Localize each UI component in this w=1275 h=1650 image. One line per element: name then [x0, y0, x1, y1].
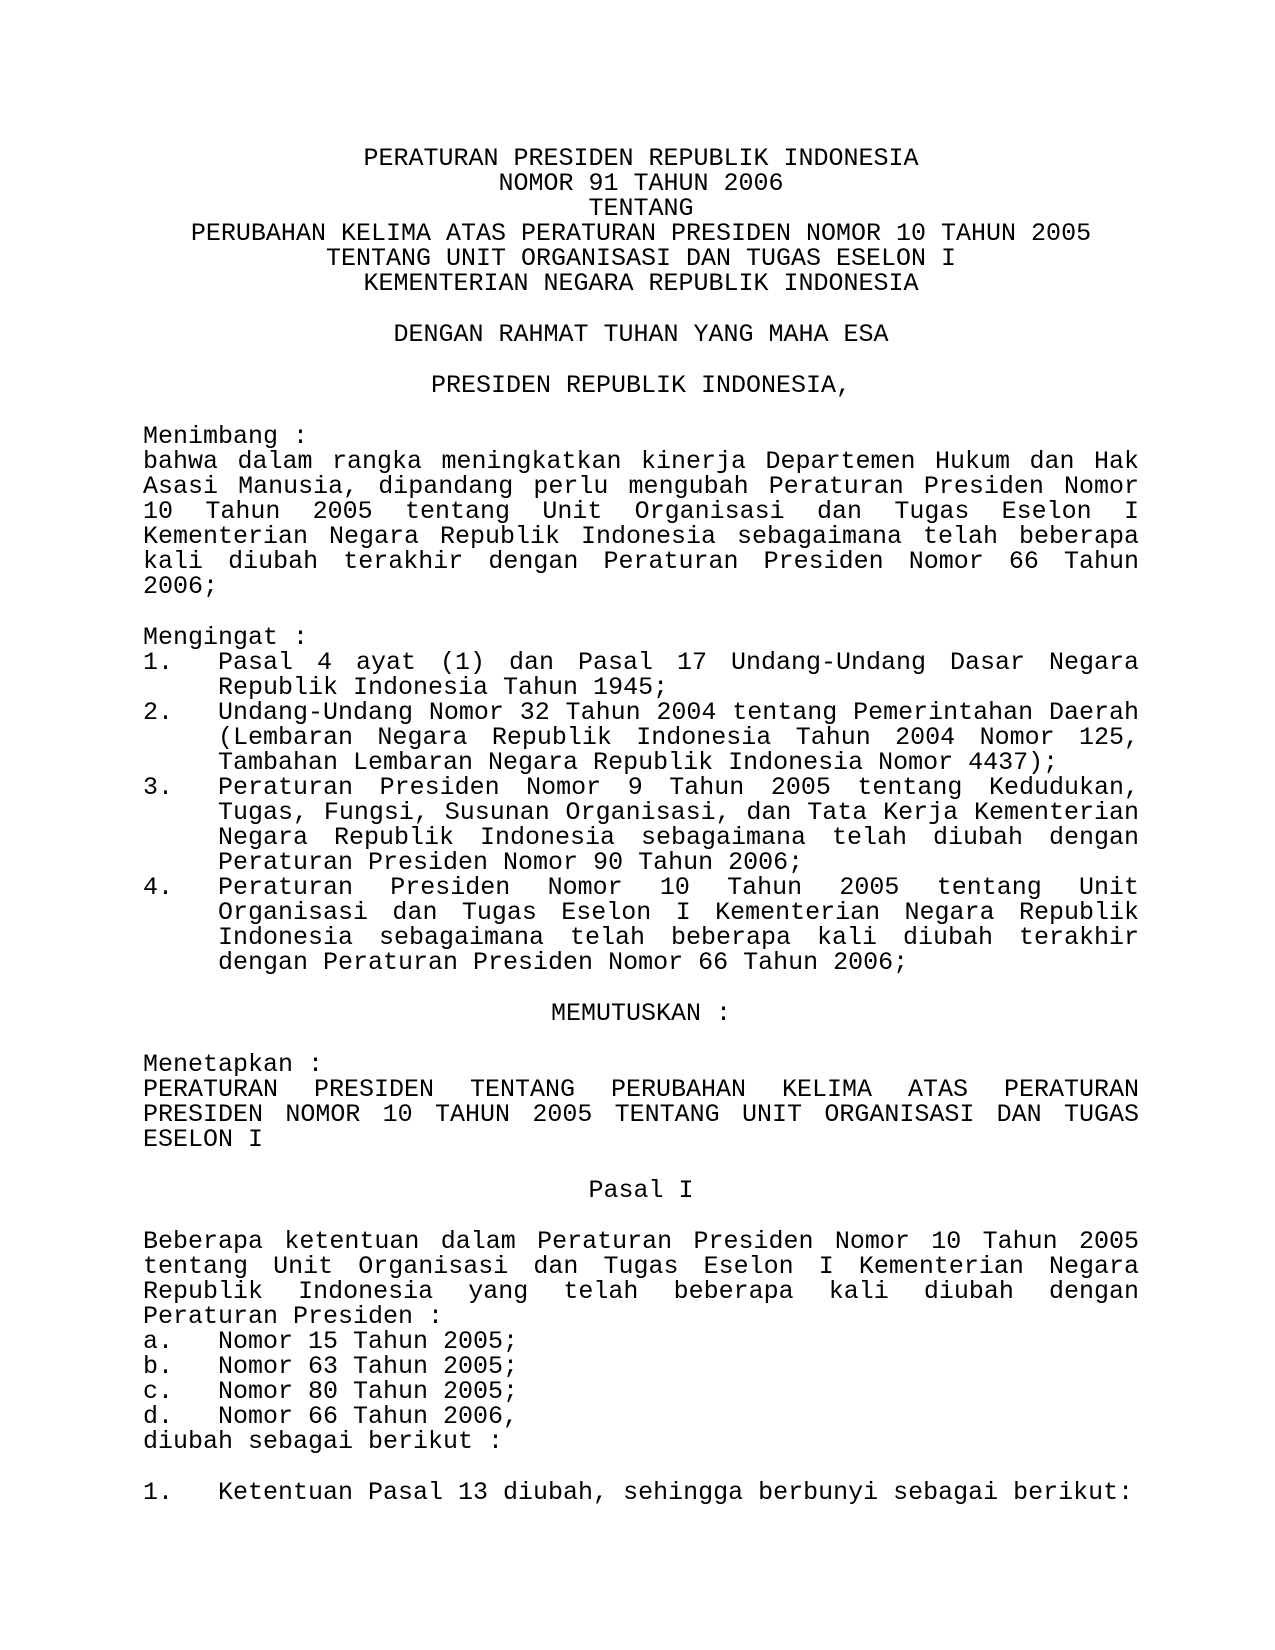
list-item-text: Ketentuan Pasal 13 diubah, sehingga berbunyi sebagai berikut: — [218, 1478, 1134, 1507]
title-line-5: TENTANG UNIT ORGANISASI DAN TUGAS ESELON I — [325, 244, 957, 273]
title-line-3: TENTANG — [588, 194, 694, 223]
letter-item-b — [143, 1354, 1139, 1379]
document-body — [143, 146, 1139, 1505]
spacer — [143, 1454, 1139, 1480]
title-line-6: KEMENTERIAN NEGARA REPUBLIK INDONESIA — [363, 269, 919, 298]
letter-item-a — [143, 1329, 1139, 1354]
letter-item-c — [143, 1379, 1139, 1404]
list-item-text: Peraturan Presiden Nomor 9 Tahun 2005 tentang Kedudukan, Tugas, Fungsi, Susunan Organisasi, dan Tata Kerja Kementerian Negara Republik Indonesia sebagaimana telah diubah dengan Peraturan Presiden Nomor 90 Tahun 2006; — [218, 773, 1139, 877]
list-marker: d. — [143, 1402, 174, 1431]
list-item-text: Nomor 15 Tahun 2005; — [218, 1327, 519, 1356]
title-line-2: NOMOR 91 TAHUN 2006 — [498, 169, 784, 198]
menimbang-label: Menimbang : — [143, 422, 309, 451]
spacer — [143, 347, 1139, 373]
spacer — [143, 599, 1139, 625]
list-marker: 1. — [143, 648, 174, 677]
list-item-text: Nomor 80 Tahun 2005; — [218, 1377, 519, 1406]
pasal-i-intro: Beberapa ketentuan dalam Peraturan Presiden Nomor 10 Tahun 2005 tentang Unit Organisasi dan Tugas Eselon I Kementerian Negara Republik Indonesia yang telah beberapa kali diubah dengan Peraturan Presiden : — [143, 1227, 1139, 1331]
invocation-line: DENGAN RAHMAT TUHAN YANG MAHA ESA — [393, 320, 889, 349]
title-line-1: PERATURAN PRESIDEN REPUBLIK INDONESIA — [363, 144, 919, 173]
spacer — [143, 1203, 1139, 1229]
list-marker: a. — [143, 1327, 174, 1356]
menetapkan-label: Menetapkan : — [143, 1050, 324, 1079]
list-marker: 2. — [143, 698, 174, 727]
letter-item-d — [143, 1404, 1139, 1429]
spacer — [143, 1152, 1139, 1178]
legal-basis-item-1 — [143, 650, 1139, 700]
list-item-text: Peraturan Presiden Nomor 10 Tahun 2005 tentang Unit Organisasi dan Tugas Eselon I Kementerian Negara Republik Indonesia sebagaimana telah beberapa kali diubah terakhir dengan Peraturan Presiden Nomor 66 Tahun 2006; — [218, 873, 1139, 977]
menimbang-body: bahwa dalam rangka meningkatkan kinerja Departemen Hukum dan Hak Asasi Manusia, dipandang perlu mengubah Peraturan Presiden Nomor 10 Tahun 2005 tentang Unit Organisasi dan Tugas Eselon I Kementerian Negara Republik Indonesia sebagaimana telah beberapa kali diubah terakhir dengan Peraturan Presiden Nomor 66 Tahun 2006; — [143, 447, 1139, 601]
list-marker: b. — [143, 1352, 174, 1381]
menetapkan-body: PERATURAN PRESIDEN TENTANG PERUBAHAN KELIMA ATAS PERATURAN PRESIDEN NOMOR 10 TAHUN 2005 TENTANG UNIT ORGANISASI DAN TUGAS ESELON I — [143, 1075, 1139, 1154]
amendment-item-1 — [143, 1480, 1139, 1505]
list-marker: 1. — [143, 1478, 174, 1507]
issuer-line: PRESIDEN REPUBLIK INDONESIA, — [430, 371, 852, 400]
list-marker: 3. — [143, 773, 174, 802]
spacer — [143, 296, 1139, 322]
list-marker: c. — [143, 1377, 174, 1406]
pasal-i-heading: Pasal I — [588, 1176, 694, 1205]
legal-basis-item-3 — [143, 775, 1139, 875]
legal-basis-item-4 — [143, 875, 1139, 975]
legal-basis-item-2 — [143, 700, 1139, 775]
memutuskan-heading: MEMUTUSKAN : — [550, 999, 732, 1028]
pasal-i-closing: diubah sebagai berikut : — [143, 1427, 504, 1456]
spacer — [143, 1026, 1139, 1052]
spacer — [143, 398, 1139, 424]
list-item-text: Nomor 66 Tahun 2006, — [218, 1402, 519, 1431]
mengingat-label: Mengingat : — [143, 623, 309, 652]
title-line-4: PERUBAHAN KELIMA ATAS PERATURAN PRESIDEN NOMOR 10 TAHUN 2005 — [190, 219, 1092, 248]
list-item-text: Nomor 63 Tahun 2005; — [218, 1352, 519, 1381]
spacer — [143, 975, 1139, 1001]
list-marker: 4. — [143, 873, 174, 902]
list-item-text: Pasal 4 ayat (1) dan Pasal 17 Undang-Undang Dasar Negara Republik Indonesia Tahun 1945; — [218, 648, 1139, 702]
list-item-text: Undang-Undang Nomor 32 Tahun 2004 tentang Pemerintahan Daerah (Lembaran Negara Republik Indonesia Tahun 2004 Nomor 125, Tambahan Lembaran Negara Republik Indonesia Nomor 4437); — [218, 698, 1139, 777]
